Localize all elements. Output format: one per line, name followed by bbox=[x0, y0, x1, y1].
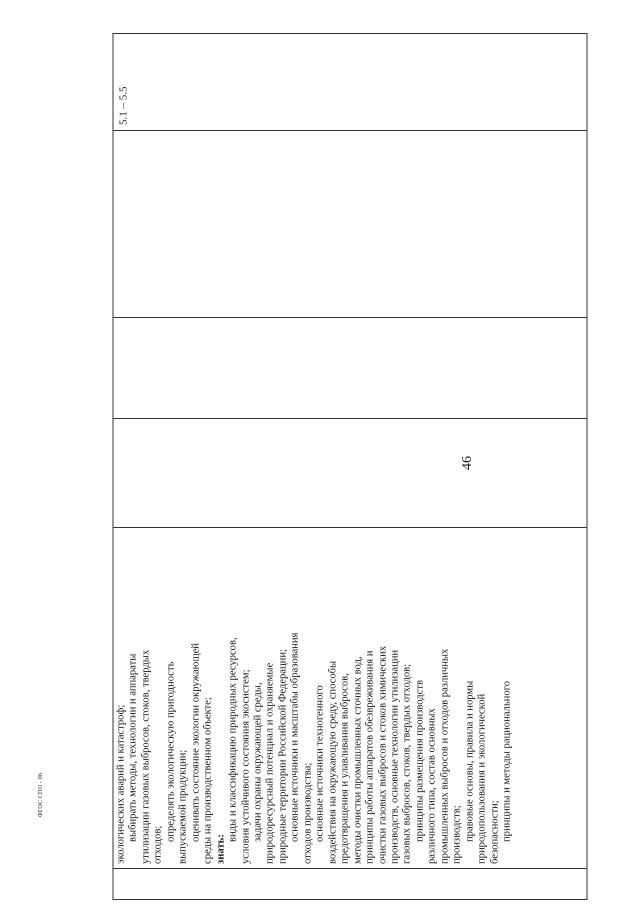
requirement-line: задачи охраны окружающей среды, bbox=[252, 682, 264, 842]
page-number: 46 bbox=[460, 456, 475, 470]
requirement-line: предотвращения и улавливания выбросов, bbox=[339, 673, 351, 864]
requirement-line: отходов производства; bbox=[302, 762, 314, 864]
requirement-line: воздействия на окружающую среду, способы bbox=[327, 660, 339, 864]
requirement-line: очистки газовых выбросов и стоков химических bbox=[377, 645, 389, 864]
requirement-line: условия устойчивого состояния экосистем; bbox=[240, 669, 252, 864]
requirement-line: выпускаемой продукции; bbox=[177, 749, 189, 864]
requirement-line: производств, основные технологии утилизации bbox=[389, 649, 401, 864]
requirement-line: отходов; bbox=[152, 825, 164, 864]
requirements-text bbox=[114, 528, 517, 868]
requirement-line: газовых выбросов, стоков, твердых отходов; bbox=[401, 663, 413, 864]
requirement-line: основные источники и масштабы образования bbox=[289, 632, 301, 842]
requirement-line: безопасности; bbox=[489, 800, 501, 864]
requirement-line: оценивать состояние экологии окружающей bbox=[190, 643, 202, 842]
requirement-line: экологических аварий и катастроф; bbox=[115, 704, 127, 864]
requirements-table bbox=[113, 33, 588, 900]
competency-cell bbox=[113, 34, 587, 131]
requirement-line: различного типа, состав основных bbox=[426, 708, 438, 864]
table-row bbox=[113, 34, 587, 900]
hours-max-cell bbox=[113, 419, 587, 528]
requirement-line: принципы работы аппаратов обезвреживания и bbox=[364, 650, 376, 864]
requirement-line: природоресурсный потенциал и охраняемые bbox=[264, 662, 276, 864]
requirement-line: утилизации газовых выбросов, стоков, твердых bbox=[140, 649, 152, 864]
requirement-line: правовые основы, правила и нормы bbox=[464, 680, 476, 842]
requirement-line: выбирать методы, технологии и аппараты bbox=[127, 653, 139, 842]
requirement-line: природопользования и экологической bbox=[476, 693, 488, 864]
page-footer: ФГОС СПО - 06 bbox=[38, 772, 44, 818]
requirement-line: основные источники техногенного bbox=[314, 685, 326, 842]
requirement-line: принципы размещения производств bbox=[414, 680, 426, 842]
index-cell bbox=[113, 869, 587, 900]
requirement-line: знать: bbox=[215, 834, 227, 864]
discipline-table bbox=[113, 40, 588, 900]
requirement-line: среды на производственном объекте; bbox=[202, 697, 214, 864]
discipline-cell bbox=[113, 131, 587, 318]
requirements-cell bbox=[113, 528, 587, 869]
requirement-line: методы очистки промышленных сточных вод, bbox=[352, 656, 364, 864]
requirement-line: производств; bbox=[451, 805, 463, 864]
hours-class-cell bbox=[113, 318, 587, 419]
competency-codes: 5.1 – 5.5 bbox=[117, 86, 130, 125]
requirement-line: природные территории Российской Федерации; bbox=[277, 649, 289, 864]
requirement-line: виды и классификацию природных ресурсов, bbox=[227, 637, 239, 842]
requirement-line: промышленных выбросов и отходов различных bbox=[439, 648, 451, 864]
requirement-line: принципы и методы рационального bbox=[501, 680, 513, 842]
requirement-line: определять экологическую пригодность bbox=[165, 661, 177, 842]
